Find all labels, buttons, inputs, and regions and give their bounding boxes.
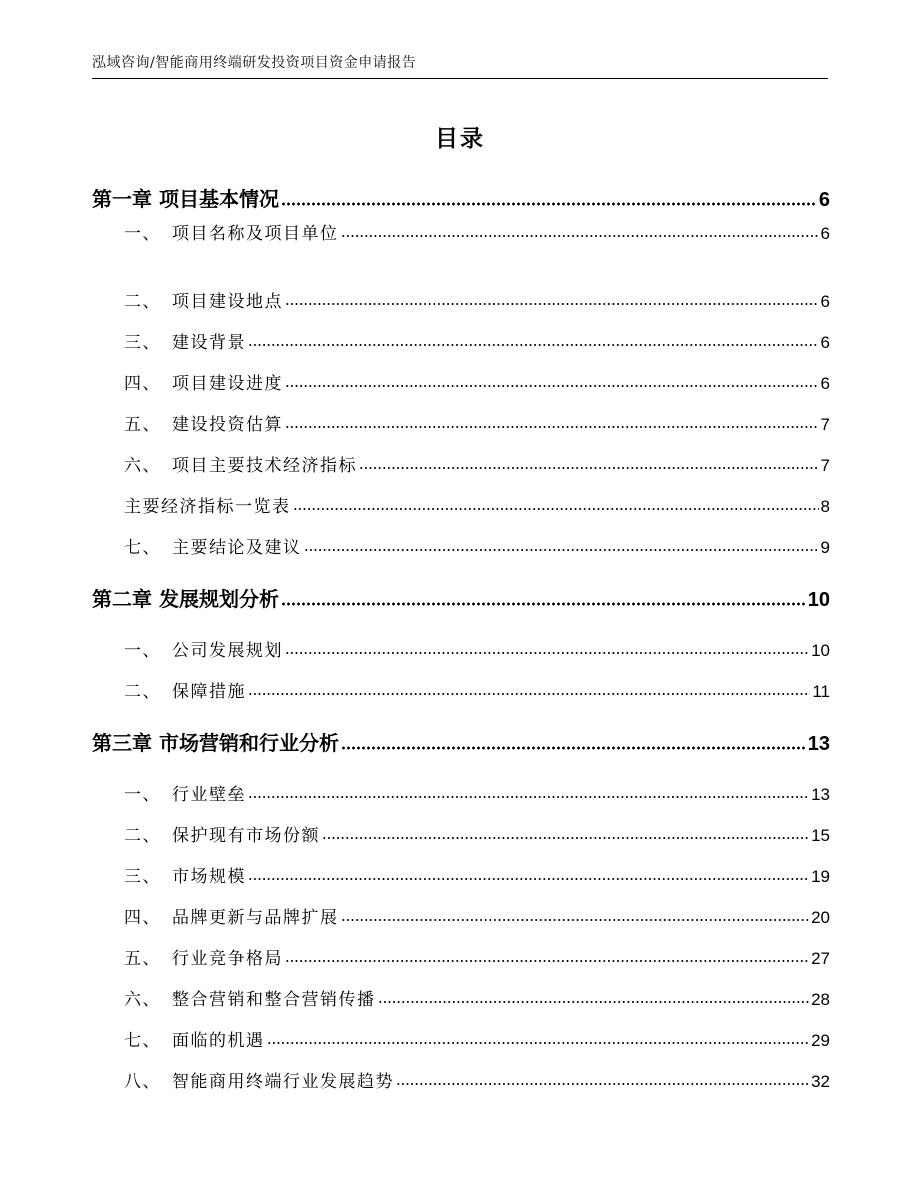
- dot-leader: [378, 999, 810, 1005]
- dot-leader: [248, 794, 809, 800]
- toc-entry-label: 建设投资估算: [172, 415, 283, 435]
- dot-leader: [396, 1081, 809, 1087]
- toc-page-number: 6: [820, 374, 830, 393]
- toc-subentry-1-6-table[interactable]: [92, 492, 830, 517]
- toc-section-1-7[interactable]: [92, 533, 830, 558]
- toc-page-number: 9: [820, 538, 830, 557]
- toc-page-number: 6: [818, 189, 830, 211]
- dot-leader: [341, 745, 806, 751]
- dot-leader: [285, 958, 809, 964]
- dot-leader: [267, 1040, 810, 1046]
- toc-section-3-6[interactable]: [92, 985, 830, 1010]
- toc-page-number: 6: [820, 333, 830, 352]
- toc-section-number: 四、: [124, 374, 161, 394]
- toc-section-2-2[interactable]: [92, 677, 830, 702]
- toc-title: 目录: [435, 126, 485, 152]
- toc-page-number: 32: [811, 1072, 830, 1091]
- toc-section-1-5[interactable]: [92, 410, 830, 435]
- toc-page-number: 8: [820, 497, 830, 516]
- toc-page-number: 13: [811, 785, 830, 804]
- toc-entry-label: 主要经济指标一览表: [124, 497, 291, 517]
- toc-page-number: 20: [811, 908, 830, 927]
- toc-entry-label: 建设背景: [172, 333, 246, 353]
- toc-section-number: 七、: [124, 538, 161, 558]
- toc-entry-label: 市场规模: [172, 867, 246, 887]
- toc-section-number: 二、: [124, 826, 161, 846]
- toc-section-3-2[interactable]: [92, 821, 830, 846]
- toc-section-number: 二、: [124, 292, 161, 312]
- toc-section-number: 四、: [124, 908, 161, 928]
- toc-section-number: 三、: [124, 867, 161, 887]
- dot-leader: [285, 383, 819, 389]
- toc-page-number: 11: [812, 682, 830, 701]
- toc-section-3-4[interactable]: [92, 903, 830, 928]
- toc-section-number: 一、: [124, 641, 161, 661]
- toc-section-number: 六、: [124, 990, 161, 1010]
- toc-section-number: 三、: [124, 333, 161, 353]
- toc-entry-label: 第三章 市场营销和行业分析: [92, 731, 339, 755]
- toc-page-number: 10: [811, 641, 830, 660]
- toc-section-1-6[interactable]: [92, 451, 830, 476]
- toc-page-number: 15: [811, 826, 830, 845]
- toc-entry-label: 行业竞争格局: [172, 949, 283, 969]
- toc-page-number: 6: [820, 292, 830, 311]
- toc-entry-label: 行业壁垒: [172, 785, 246, 805]
- dot-leader: [341, 917, 810, 923]
- toc-section-number: 八、: [124, 1072, 161, 1092]
- toc-entry-label: 项目建设地点: [172, 292, 283, 312]
- dot-leader: [281, 601, 806, 607]
- toc-section-1-3[interactable]: [92, 328, 830, 353]
- dot-leader: [248, 691, 810, 697]
- toc-section-1-4[interactable]: [92, 369, 830, 394]
- toc-section-number: 一、: [124, 224, 161, 244]
- toc-page-number: 28: [811, 990, 830, 1009]
- toc-section-3-7[interactable]: [92, 1026, 830, 1051]
- toc-page-number: 29: [811, 1031, 830, 1050]
- toc-section-3-5[interactable]: [92, 944, 830, 969]
- toc-entry-label: 智能商用终端行业发展趋势: [172, 1072, 394, 1092]
- toc-entry-label: 保护现有市场份额: [172, 826, 320, 846]
- toc-section-number: 五、: [124, 949, 161, 969]
- dot-leader: [293, 506, 819, 512]
- toc-section-number: 七、: [124, 1031, 161, 1051]
- toc-entry-label: 项目建设进度: [172, 374, 283, 394]
- toc-page-number: 7: [820, 456, 830, 475]
- toc-entry-label: 品牌更新与品牌扩展: [172, 908, 339, 928]
- toc-section-number: 一、: [124, 785, 161, 805]
- toc-entry-label: 第一章 项目基本情况: [92, 187, 279, 211]
- toc-section-number: 五、: [124, 415, 161, 435]
- toc-entry-label: 主要结论及建议: [172, 538, 302, 558]
- toc-page-number: 27: [811, 949, 830, 968]
- toc-entry-label: 保障措施: [172, 682, 246, 702]
- dot-leader: [322, 835, 809, 841]
- toc-page-number: 13: [807, 733, 830, 755]
- dot-leader: [304, 547, 819, 553]
- toc-entry-label: 第二章 发展规划分析: [92, 587, 279, 611]
- toc-entry-label: 项目名称及项目单位: [172, 224, 339, 244]
- dot-leader: [285, 424, 819, 430]
- dot-leader: [285, 301, 819, 307]
- toc-chapter-2[interactable]: [92, 583, 830, 612]
- table-of-contents: [92, 0, 830, 1191]
- toc-page-number: 19: [811, 867, 830, 886]
- toc-page-number: 10: [807, 589, 830, 611]
- dot-leader: [359, 465, 819, 471]
- toc-section-1-1[interactable]: [92, 219, 830, 244]
- toc-section-number: 六、: [124, 456, 161, 476]
- toc-page-number: 7: [820, 415, 830, 434]
- toc-chapter-1[interactable]: [92, 183, 830, 212]
- toc-page-number: 6: [820, 224, 830, 243]
- toc-section-3-1[interactable]: [92, 780, 830, 805]
- toc-section-number: 二、: [124, 682, 161, 702]
- toc-section-2-1[interactable]: [92, 636, 830, 661]
- dot-leader: [341, 233, 819, 239]
- dot-leader: [248, 876, 809, 882]
- toc-entry-label: 公司发展规划: [172, 641, 283, 661]
- toc-entry-label: 项目主要技术经济指标: [172, 456, 357, 476]
- dot-leader: [281, 201, 817, 207]
- toc-section-3-8[interactable]: [92, 1067, 830, 1092]
- toc-chapter-3[interactable]: [92, 727, 830, 756]
- toc-entry-label: 整合营销和整合营销传播: [172, 990, 376, 1010]
- toc-section-3-3[interactable]: [92, 862, 830, 887]
- dot-leader: [285, 650, 809, 656]
- toc-section-1-2[interactable]: [92, 287, 830, 312]
- page-header: 泓域咨询/智能商用终端研发投资项目资金申请报告: [92, 55, 417, 71]
- dot-leader: [248, 342, 819, 348]
- toc-entry-label: 面临的机遇: [172, 1031, 265, 1051]
